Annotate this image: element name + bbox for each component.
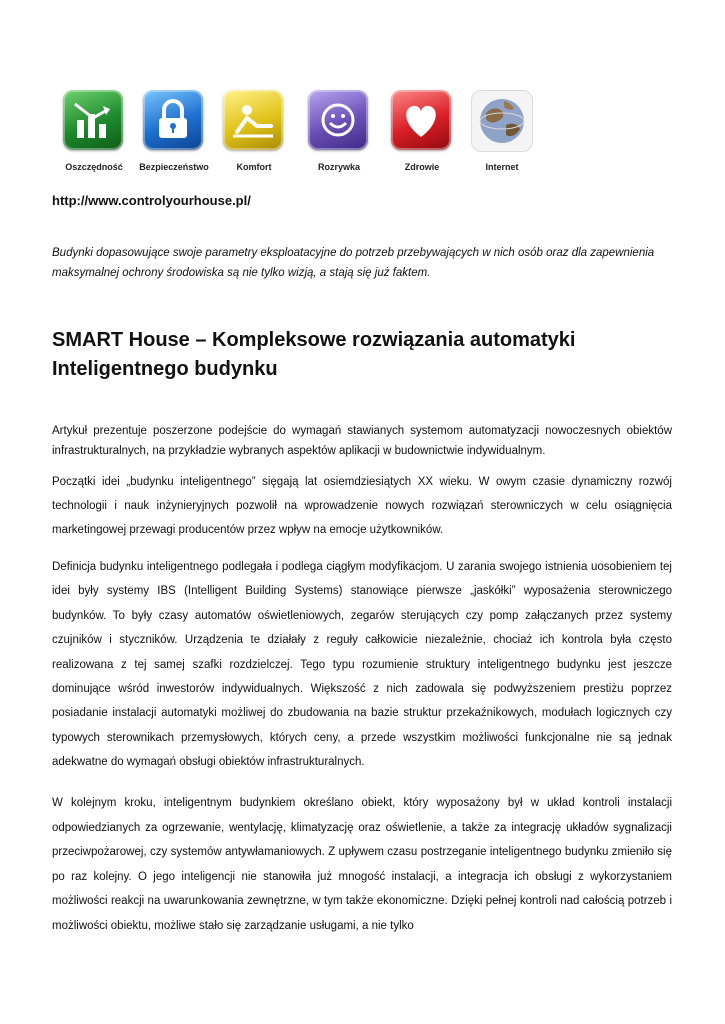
feature-label: Zdrowie: [404, 162, 440, 172]
lounge-chair-icon: [223, 90, 283, 150]
feature-tile-zdrowie: [391, 90, 453, 172]
paragraph: Artykuł prezentuje poszerzone podejście do wymagań stawianych systemom automatyzacji nowoczesnych obiektów infrastrukturalnych, na przykładzie wybranych aspektów aplikacji w budownictwie indywidualnym.: [52, 425, 672, 457]
feature-label: Oszczędność: [65, 162, 123, 172]
feature-tile-bezpieczenstwo: [139, 90, 209, 172]
paragraph: W kolejnym kroku, inteligentnym budynkiem określano obiekt, który wyposażony był w układ kontroli instalacji odpowiedzianych za ogrzewanie, wentylację, klimatyzację oraz oświetlenie, a także za integrację układów sygnalizacji przeciwpożarowej, czy systemów antywłamaniowych. Z upływem czasu postrzeganie inteligentnego budynku zmieniło się po raz kolejny. O jego inteligencji nie stanowiła już mnogość instalacji, a integracja ich obsługi z wykorzystaniem możliwości reakcji na uwarunkowania zewnętrzne, w tym także ekonomiczne. Dzięki pełnej kontroli nad całością potrzeb i możliwości obiektu, możliwe stało się zarządzanie usługami, a nie tylko: [52, 797, 672, 932]
source-link[interactable]: http://www.controlyourhouse.pl/: [52, 193, 251, 208]
smiley-icon: [308, 90, 368, 150]
globe-icon: [471, 90, 533, 152]
feature-label: Internet: [485, 162, 519, 172]
paragraph: Definicja budynku inteligentnego podlegała i podlega ciągłym modyfikacjom. U zarania swojego istnienia uosobieniem tej idei były systemy IBS (Intelligent Building Systems) stanowiące pierwsze „jaskółki” wyposażenia sterowniczego budynków. To były czasy automatów oświetleniowych, zegarów sterujących czy pomp załączanych przez systemy czujników i styczników. Urządzenia te działały z reguły całkowicie niezależnie, chociaż ich kontrola była często realizowana z tej samej szafki rozdzielczej. Tego typu rozumienie struktury inteligentnego budynku jest jeszcze dominujące wśród inwestorów indywidualnych. Większość z nich zadowala się podwyższeniem prestiżu poprzez posiadanie instalacji automatyki możliwej do zbudowania na bazie struktur przekaźnikowych, modułach logicznych czy typowych sterownikach przemysłowych, których ceny, a przede wszystkim możliwości funkcjonalne nie są jednak adekwatne do wymagań obsługi obiektów infrastrukturalnych.: [52, 561, 672, 769]
page-title: SMART House – Kompleksowe rozwiązania automatyki Inteligentnego budynku: [52, 329, 576, 380]
heart-icon: [391, 90, 451, 150]
paragraph: Początki idei „budynku inteligentnego” sięgają lat osiemdziesiątych XX wieku. W owym czasie dynamiczny rozwój technologii i nauk inżynieryjnych pozwolił na wprowadzenie nowych rozwiązań sterowniczych w celu osiągnięcia marketingowej przewagi producentów przez wpływ na emocje użytkowników.: [52, 476, 672, 536]
savings-chart-icon: [63, 90, 123, 150]
feature-tile-internet: [471, 90, 533, 172]
feature-tile-komfort: [223, 90, 285, 172]
feature-tile-oszczednosc: [63, 90, 125, 172]
padlock-icon: [143, 90, 203, 150]
feature-label: Rozrywka: [317, 162, 361, 172]
feature-tile-rozrywka: [308, 90, 370, 172]
feature-label: Bezpieczeństwo: [139, 162, 209, 172]
intro-text: Budynki dopasowujące swoje parametry eksploatacyjne do potrzeb przebywających w nich osób oraz dla zapewnienia maksymalnej ochrony środowiska są nie tylko wizją, a stają się już faktem.: [52, 247, 655, 279]
feature-label: Komfort: [236, 162, 272, 172]
feature-icon-strip: [50, 90, 550, 180]
